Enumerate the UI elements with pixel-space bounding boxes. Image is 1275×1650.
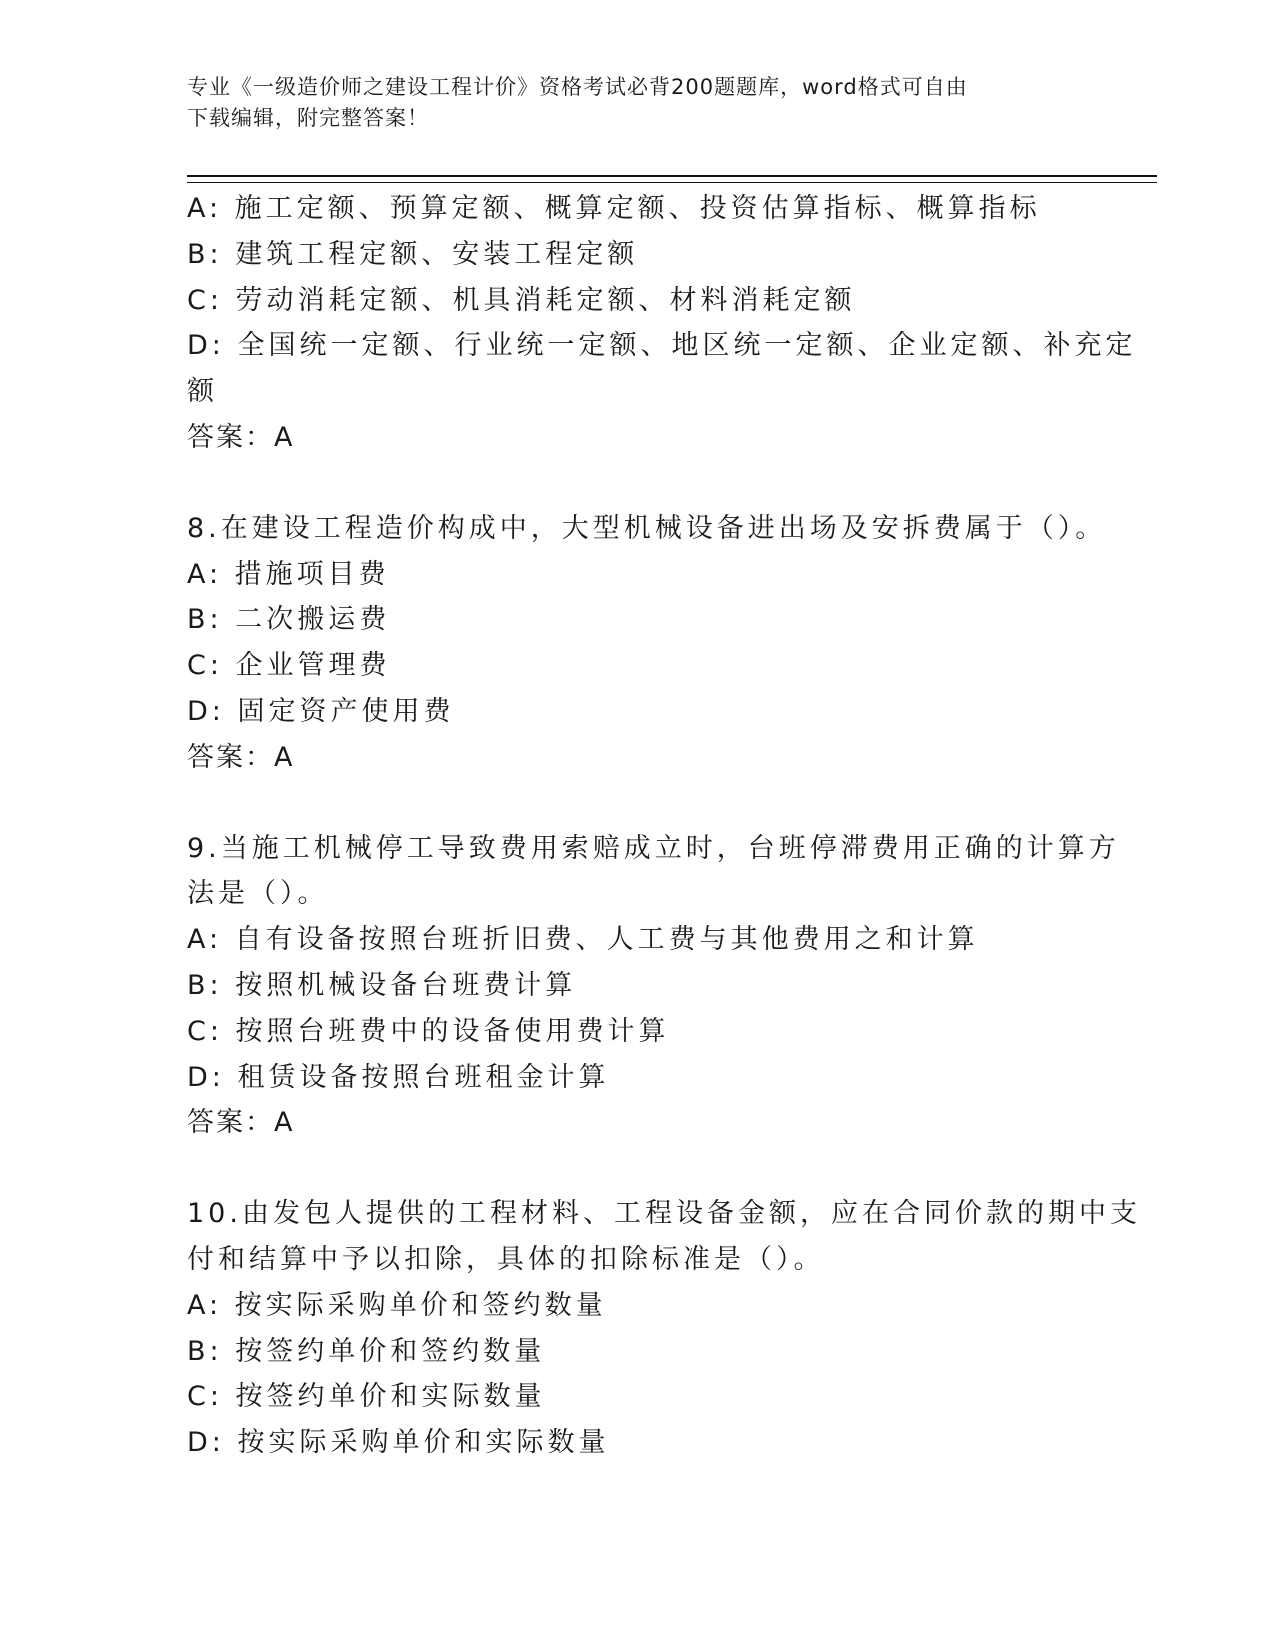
q7-option-c: C: 劳动消耗定额、机具消耗定额、材料消耗定额 [187, 284, 856, 316]
question-10-block [187, 1191, 1141, 1466]
question-content [187, 186, 1141, 1466]
q9-question-line-1: 9.当施工机械停工导致费用索赔成立时，台班停滞费用正确的计算方 [187, 832, 1120, 864]
q9-option-c: C: 按照台班费中的设备使用费计算 [187, 1015, 670, 1047]
q8-question: 8.在建设工程造价构成中，大型机械设备进出场及安拆费属于（）。 [187, 512, 1107, 544]
q9-answer: 答案：A [187, 1107, 295, 1139]
q9-option-d: D: 租赁设备按照台班租金计算 [187, 1061, 610, 1093]
q7-option-d-continued: 额 [187, 376, 218, 408]
intro-line-1: 专业《一级造价师之建设工程计价》资格考试必背200题题库，word格式可自由 [187, 75, 968, 99]
q8-answer: 答案：A [187, 741, 295, 773]
q9-question-line-2: 法是（）。 [187, 878, 329, 910]
q8-option-b: B: 二次搬运费 [187, 604, 391, 636]
q8-option-a: A: 措施项目费 [187, 558, 390, 590]
q10-option-c: C: 按签约单价和实际数量 [187, 1381, 546, 1413]
question-8-block [187, 506, 1107, 781]
q7-option-d: D: 全国统一定额、行业统一定额、地区统一定额、企业定额、补充定 [187, 330, 1137, 362]
header-divider-thin [187, 182, 1157, 183]
q9-option-a: A: 自有设备按照台班折旧费、人工费与其他费用之和计算 [187, 924, 979, 956]
header-divider-thick [187, 175, 1157, 177]
question-7-block [187, 186, 1137, 461]
question-9-block [187, 826, 1120, 1147]
q10-option-a: A: 按实际采购单价和签约数量 [187, 1289, 607, 1321]
q7-option-a: A: 施工定额、预算定额、概算定额、投资估算指标、概算指标 [187, 193, 1041, 224]
q10-option-d: D: 按实际采购单价和实际数量 [187, 1427, 610, 1459]
document-intro [187, 72, 1067, 134]
intro-line-2: 下载编辑，附完整答案！ [187, 106, 429, 130]
q8-option-d: D: 固定资产使用费 [187, 695, 455, 727]
q9-option-b: B: 按照机械设备台班费计算 [187, 969, 577, 1001]
q10-question-line-1: 10.由发包人提供的工程材料、工程设备金额，应在合同价款的期中支 [187, 1198, 1141, 1230]
q7-option-b: B: 建筑工程定额、安装工程定额 [187, 238, 639, 270]
q10-question-line-2: 付和结算中予以扣除，具体的扣除标准是（）。 [187, 1243, 825, 1275]
q10-option-b: B: 按签约单价和签约数量 [187, 1335, 546, 1367]
q8-option-c: C: 企业管理费 [187, 650, 391, 682]
q7-answer: 答案：A [187, 421, 295, 453]
